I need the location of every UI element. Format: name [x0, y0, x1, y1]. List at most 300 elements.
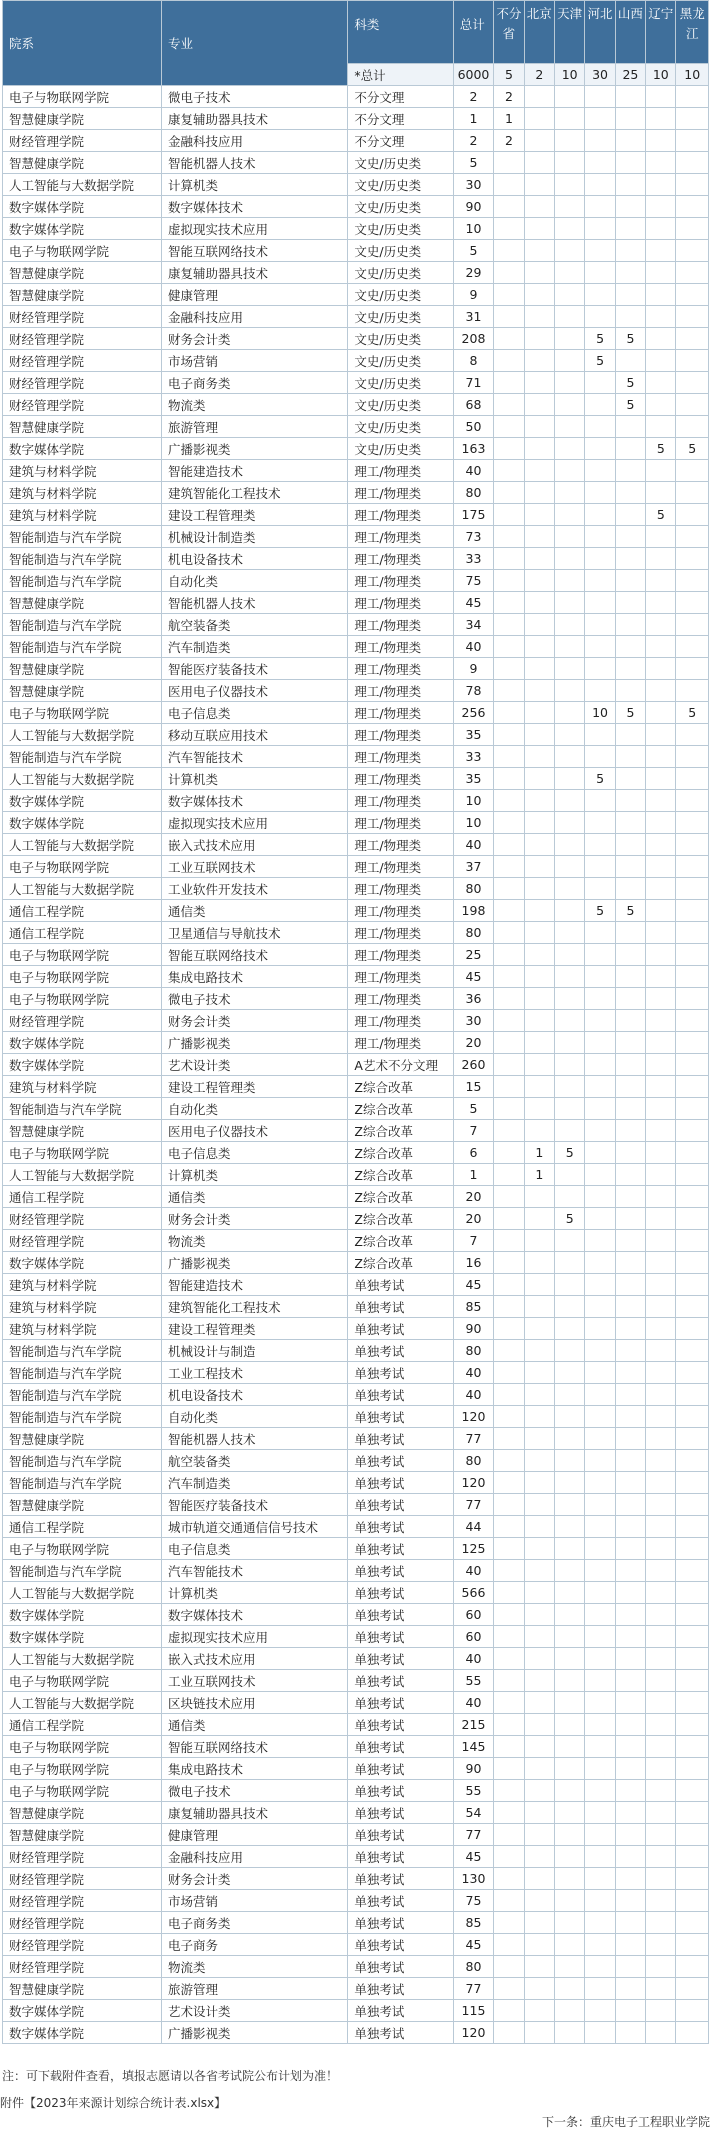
- total-cell: 40: [453, 1692, 494, 1714]
- province-cell: [524, 1978, 554, 2000]
- province-cell: [554, 1098, 584, 1120]
- table-row: [3, 548, 709, 570]
- total-value: 6000: [453, 64, 494, 86]
- total-cell: 20: [453, 1032, 494, 1054]
- subject-cell: 理工/物理类: [348, 746, 453, 768]
- total-province-value: 5: [494, 64, 524, 86]
- province-cell: [646, 1076, 676, 1098]
- subject-cell: 单独考试: [348, 1736, 453, 1758]
- subject-cell: 单独考试: [348, 1868, 453, 1890]
- province-cell: [615, 1318, 645, 1340]
- dept-cell: 电子与物联网学院: [3, 1736, 162, 1758]
- province-cell: [646, 746, 676, 768]
- attachment-link[interactable]: 【2023年来源计划综合统计表.xlsx】: [24, 2096, 227, 2110]
- province-cell: [646, 812, 676, 834]
- table-row: [3, 438, 709, 460]
- province-cell: [676, 2022, 709, 2044]
- province-cell: [646, 592, 676, 614]
- table-row: [3, 1604, 709, 1626]
- total-cell: 260: [453, 1054, 494, 1076]
- province-cell: [494, 438, 524, 460]
- subject-cell: Z综合改革: [348, 1230, 453, 1252]
- table-row: [3, 1934, 709, 1956]
- dept-cell: 财经管理学院: [3, 130, 162, 152]
- province-cell: [554, 218, 584, 240]
- province-cell: [615, 218, 645, 240]
- province-cell: [494, 1758, 524, 1780]
- table-row: [3, 1340, 709, 1362]
- subject-cell: 文史/历史类: [348, 284, 453, 306]
- province-cell: [615, 1098, 645, 1120]
- total-cell: 5: [453, 1098, 494, 1120]
- dept-cell: 智慧健康学院: [3, 1494, 162, 1516]
- province-cell: [646, 1516, 676, 1538]
- subject-cell: 单独考试: [348, 2000, 453, 2022]
- table-row: [3, 130, 709, 152]
- dept-cell: 人工智能与大数据学院: [3, 878, 162, 900]
- province-cell: [554, 86, 584, 108]
- province-cell: [524, 1252, 554, 1274]
- table-row: [3, 1362, 709, 1384]
- province-cell: [615, 856, 645, 878]
- province-cell: [494, 1802, 524, 1824]
- province-cell: [676, 548, 709, 570]
- province-cell: [494, 1120, 524, 1142]
- total-cell: 175: [453, 504, 494, 526]
- province-cell: [554, 262, 584, 284]
- province-cell: [646, 108, 676, 130]
- major-cell: 数字媒体技术: [162, 1604, 348, 1626]
- total-cell: 35: [453, 724, 494, 746]
- province-cell: [554, 834, 584, 856]
- province-cell: [676, 1538, 709, 1560]
- province-cell: [494, 1736, 524, 1758]
- province-cell: [554, 614, 584, 636]
- province-cell: [676, 1846, 709, 1868]
- province-cell: [676, 1208, 709, 1230]
- dept-cell: 财经管理学院: [3, 1846, 162, 1868]
- province-cell: [676, 1098, 709, 1120]
- province-cell: [524, 1054, 554, 1076]
- province-cell: [585, 1428, 615, 1450]
- province-cell: [524, 1824, 554, 1846]
- subject-cell: 单独考试: [348, 1670, 453, 1692]
- province-cell: [585, 746, 615, 768]
- header-province: 北京: [524, 1, 554, 64]
- province-cell: [524, 1560, 554, 1582]
- subject-cell: 理工/物理类: [348, 614, 453, 636]
- table-row: [3, 1516, 709, 1538]
- subject-cell: A艺术不分文理: [348, 1054, 453, 1076]
- subject-cell: 文史/历史类: [348, 306, 453, 328]
- total-cell: 44: [453, 1516, 494, 1538]
- province-cell: [524, 1736, 554, 1758]
- dept-cell: 财经管理学院: [3, 1956, 162, 1978]
- province-cell: [554, 1802, 584, 1824]
- dept-cell: 数字媒体学院: [3, 1604, 162, 1626]
- province-cell: [676, 944, 709, 966]
- table-row: [3, 790, 709, 812]
- total-cell: 2: [453, 130, 494, 152]
- total-cell: 75: [453, 570, 494, 592]
- total-cell: 33: [453, 548, 494, 570]
- province-cell: [524, 1010, 554, 1032]
- province-cell: [585, 1032, 615, 1054]
- province-cell: [585, 526, 615, 548]
- total-cell: 45: [453, 966, 494, 988]
- province-cell: [524, 1934, 554, 1956]
- province-cell: [524, 1318, 554, 1340]
- total-cell: 77: [453, 1494, 494, 1516]
- subject-cell: 理工/物理类: [348, 570, 453, 592]
- province-cell: [554, 108, 584, 130]
- table-row: [3, 570, 709, 592]
- province-cell: [615, 350, 645, 372]
- province-cell: [615, 1582, 645, 1604]
- province-cell: [494, 1362, 524, 1384]
- province-cell: [676, 306, 709, 328]
- province-cell: [494, 1670, 524, 1692]
- province-cell: [554, 548, 584, 570]
- province-cell: [585, 504, 615, 526]
- major-cell: 航空装备类: [162, 614, 348, 636]
- province-cell: [615, 592, 645, 614]
- table-row: [3, 1186, 709, 1208]
- total-cell: 40: [453, 636, 494, 658]
- province-cell: [646, 1406, 676, 1428]
- province-cell: [615, 1340, 645, 1362]
- table-row: [3, 702, 709, 724]
- header-major: 专业: [162, 1, 348, 86]
- province-cell: [524, 174, 554, 196]
- subject-cell: 文史/历史类: [348, 152, 453, 174]
- province-cell: [615, 2022, 645, 2044]
- province-cell: [554, 1362, 584, 1384]
- major-cell: 电子信息类: [162, 1538, 348, 1560]
- province-cell: [585, 1164, 615, 1186]
- province-cell: [585, 1406, 615, 1428]
- next-article-link[interactable]: 下一条：重庆电子工程职业学院: [541, 2115, 710, 2129]
- province-cell: [585, 922, 615, 944]
- dept-cell: 建筑与材料学院: [3, 1076, 162, 1098]
- major-cell: 嵌入式技术应用: [162, 834, 348, 856]
- province-cell: [585, 1208, 615, 1230]
- province-cell: [646, 1978, 676, 2000]
- table-row: [3, 1692, 709, 1714]
- province-cell: [554, 1604, 584, 1626]
- province-cell: [646, 1208, 676, 1230]
- subject-cell: 单独考试: [348, 1296, 453, 1318]
- header-subject: 科类: [348, 1, 453, 64]
- province-cell: [585, 1384, 615, 1406]
- province-cell: [615, 724, 645, 746]
- province-cell: [676, 1978, 709, 2000]
- province-cell: [646, 1802, 676, 1824]
- major-cell: 移动互联应用技术: [162, 724, 348, 746]
- province-cell: [524, 504, 554, 526]
- subject-cell: 理工/物理类: [348, 702, 453, 724]
- province-cell: [646, 1868, 676, 1890]
- province-cell: [676, 1714, 709, 1736]
- subject-cell: 文史/历史类: [348, 218, 453, 240]
- major-cell: 市场营销: [162, 1890, 348, 1912]
- major-cell: 工业软件开发技术: [162, 878, 348, 900]
- province-cell: [585, 1538, 615, 1560]
- province-cell: [494, 922, 524, 944]
- province-cell: [554, 1318, 584, 1340]
- province-cell: [494, 900, 524, 922]
- province-cell: [554, 1780, 584, 1802]
- province-cell: [494, 1428, 524, 1450]
- province-cell: [676, 966, 709, 988]
- dept-cell: 电子与物联网学院: [3, 702, 162, 724]
- province-cell: [524, 1538, 554, 1560]
- table-row: [3, 1846, 709, 1868]
- total-cell: 40: [453, 1560, 494, 1582]
- table-row: [3, 1978, 709, 2000]
- province-cell: [554, 724, 584, 746]
- province-cell: [524, 1670, 554, 1692]
- subject-cell: 单独考试: [348, 1318, 453, 1340]
- province-cell: 5: [646, 438, 676, 460]
- total-cell: 90: [453, 196, 494, 218]
- total-province-value: 10: [646, 64, 676, 86]
- province-cell: [615, 416, 645, 438]
- province-cell: [494, 1494, 524, 1516]
- province-cell: [676, 174, 709, 196]
- table-row: [3, 1538, 709, 1560]
- province-cell: [494, 218, 524, 240]
- province-cell: [646, 768, 676, 790]
- dept-cell: 智能制造与汽车学院: [3, 1560, 162, 1582]
- province-cell: 1: [494, 108, 524, 130]
- province-cell: [585, 240, 615, 262]
- total-cell: 10: [453, 218, 494, 240]
- subject-cell: 理工/物理类: [348, 900, 453, 922]
- province-cell: [646, 1912, 676, 1934]
- table-row: [3, 834, 709, 856]
- province-cell: [646, 1824, 676, 1846]
- province-cell: [646, 174, 676, 196]
- province-cell: [524, 1098, 554, 1120]
- table-row: [3, 1230, 709, 1252]
- dept-cell: 智能制造与汽车学院: [3, 548, 162, 570]
- province-cell: [554, 944, 584, 966]
- major-cell: 电子商务类: [162, 1912, 348, 1934]
- province-cell: [524, 1076, 554, 1098]
- province-cell: [615, 108, 645, 130]
- province-cell: [524, 790, 554, 812]
- major-cell: 区块链技术应用: [162, 1692, 348, 1714]
- province-cell: [646, 482, 676, 504]
- province-cell: [554, 658, 584, 680]
- province-cell: [554, 812, 584, 834]
- province-cell: [554, 1406, 584, 1428]
- table-row: [3, 1450, 709, 1472]
- major-cell: 通信类: [162, 1186, 348, 1208]
- province-cell: [585, 966, 615, 988]
- subject-cell: 理工/物理类: [348, 944, 453, 966]
- province-cell: [646, 152, 676, 174]
- province-cell: [676, 856, 709, 878]
- subject-cell: Z综合改革: [348, 1252, 453, 1274]
- total-cell: 7: [453, 1230, 494, 1252]
- province-cell: [554, 438, 584, 460]
- total-label: *总计: [348, 64, 453, 86]
- province-cell: [585, 1560, 615, 1582]
- table-row: [3, 218, 709, 240]
- province-cell: [646, 1274, 676, 1296]
- province-cell: 1: [524, 1142, 554, 1164]
- province-cell: [554, 1846, 584, 1868]
- province-cell: [554, 1890, 584, 1912]
- major-cell: 微电子技术: [162, 1780, 348, 1802]
- province-cell: [676, 658, 709, 680]
- province-cell: [676, 1912, 709, 1934]
- table-row: [3, 1406, 709, 1428]
- province-cell: [494, 548, 524, 570]
- province-cell: [524, 416, 554, 438]
- province-cell: [676, 372, 709, 394]
- province-cell: 5: [554, 1142, 584, 1164]
- subject-cell: 单独考试: [348, 1802, 453, 1824]
- major-cell: 自动化类: [162, 1406, 348, 1428]
- province-cell: [646, 262, 676, 284]
- province-cell: [615, 504, 645, 526]
- province-cell: [615, 1516, 645, 1538]
- dept-cell: 建筑与材料学院: [3, 482, 162, 504]
- province-cell: [524, 284, 554, 306]
- subject-cell: 理工/物理类: [348, 966, 453, 988]
- table-row: [3, 1582, 709, 1604]
- province-cell: [615, 460, 645, 482]
- major-cell: 康复辅助器具技术: [162, 108, 348, 130]
- major-cell: 艺术设计类: [162, 2000, 348, 2022]
- enrollment-plan-table: [2, 0, 709, 2044]
- province-cell: [646, 1186, 676, 1208]
- province-cell: [585, 1582, 615, 1604]
- table-row: [3, 262, 709, 284]
- province-cell: [494, 1626, 524, 1648]
- major-cell: 智能互联网络技术: [162, 944, 348, 966]
- table-row: [3, 1736, 709, 1758]
- province-cell: [524, 1032, 554, 1054]
- province-cell: [676, 1450, 709, 1472]
- total-cell: 77: [453, 1428, 494, 1450]
- province-cell: [494, 680, 524, 702]
- province-cell: [524, 1890, 554, 1912]
- province-cell: [554, 746, 584, 768]
- province-cell: [554, 1252, 584, 1274]
- province-cell: [676, 1648, 709, 1670]
- table-row: [3, 614, 709, 636]
- total-cell: 55: [453, 1670, 494, 1692]
- province-cell: [676, 1384, 709, 1406]
- province-cell: [615, 1692, 645, 1714]
- table-row: [3, 636, 709, 658]
- province-cell: [554, 1428, 584, 1450]
- province-cell: [554, 878, 584, 900]
- table-row: [3, 1890, 709, 1912]
- total-cell: 40: [453, 834, 494, 856]
- major-cell: 自动化类: [162, 1098, 348, 1120]
- subject-cell: 文史/历史类: [348, 196, 453, 218]
- major-cell: 健康管理: [162, 1824, 348, 1846]
- major-cell: 旅游管理: [162, 416, 348, 438]
- major-cell: 计算机类: [162, 768, 348, 790]
- total-cell: 5: [453, 240, 494, 262]
- total-cell: 20: [453, 1208, 494, 1230]
- attachment-line: [0, 2094, 226, 2111]
- province-cell: [676, 130, 709, 152]
- dept-cell: 人工智能与大数据学院: [3, 1692, 162, 1714]
- province-cell: [676, 262, 709, 284]
- subject-cell: 单独考试: [348, 1934, 453, 1956]
- table-row: [3, 1296, 709, 1318]
- table-row: [3, 1164, 709, 1186]
- total-cell: 90: [453, 1758, 494, 1780]
- province-cell: [646, 1890, 676, 1912]
- province-cell: [676, 1406, 709, 1428]
- province-cell: [676, 834, 709, 856]
- province-cell: [554, 1648, 584, 1670]
- province-cell: [615, 1758, 645, 1780]
- province-cell: [615, 1824, 645, 1846]
- table-row: [3, 86, 709, 108]
- province-cell: [554, 1560, 584, 1582]
- dept-cell: 通信工程学院: [3, 1516, 162, 1538]
- province-cell: [646, 834, 676, 856]
- province-cell: [676, 1428, 709, 1450]
- major-cell: 智能互联网络技术: [162, 240, 348, 262]
- province-cell: [646, 1296, 676, 1318]
- province-cell: [646, 570, 676, 592]
- table-row: [3, 240, 709, 262]
- dept-cell: 电子与物联网学院: [3, 1538, 162, 1560]
- major-cell: 智能机器人技术: [162, 592, 348, 614]
- province-cell: [585, 658, 615, 680]
- province-cell: [585, 1890, 615, 1912]
- major-cell: 广播影视类: [162, 1032, 348, 1054]
- major-cell: 智能机器人技术: [162, 1428, 348, 1450]
- total-cell: 45: [453, 1846, 494, 1868]
- table-row: [3, 328, 709, 350]
- province-cell: [585, 1142, 615, 1164]
- total-province-value: 10: [554, 64, 584, 86]
- province-cell: [646, 1384, 676, 1406]
- province-cell: 5: [615, 328, 645, 350]
- province-cell: [494, 416, 524, 438]
- major-cell: 汽车制造类: [162, 1472, 348, 1494]
- dept-cell: 智慧健康学院: [3, 680, 162, 702]
- major-cell: 工业互联网技术: [162, 856, 348, 878]
- major-cell: 虚拟现实技术应用: [162, 218, 348, 240]
- province-cell: [554, 988, 584, 1010]
- province-cell: [615, 1626, 645, 1648]
- province-cell: [615, 438, 645, 460]
- province-cell: [524, 1340, 554, 1362]
- province-cell: [554, 900, 584, 922]
- province-cell: [615, 1912, 645, 1934]
- dept-cell: 电子与物联网学院: [3, 856, 162, 878]
- total-cell: 33: [453, 746, 494, 768]
- province-cell: 5: [615, 394, 645, 416]
- province-cell: [524, 812, 554, 834]
- province-cell: [585, 680, 615, 702]
- province-cell: 5: [554, 1208, 584, 1230]
- province-cell: [676, 1516, 709, 1538]
- major-cell: 金融科技应用: [162, 130, 348, 152]
